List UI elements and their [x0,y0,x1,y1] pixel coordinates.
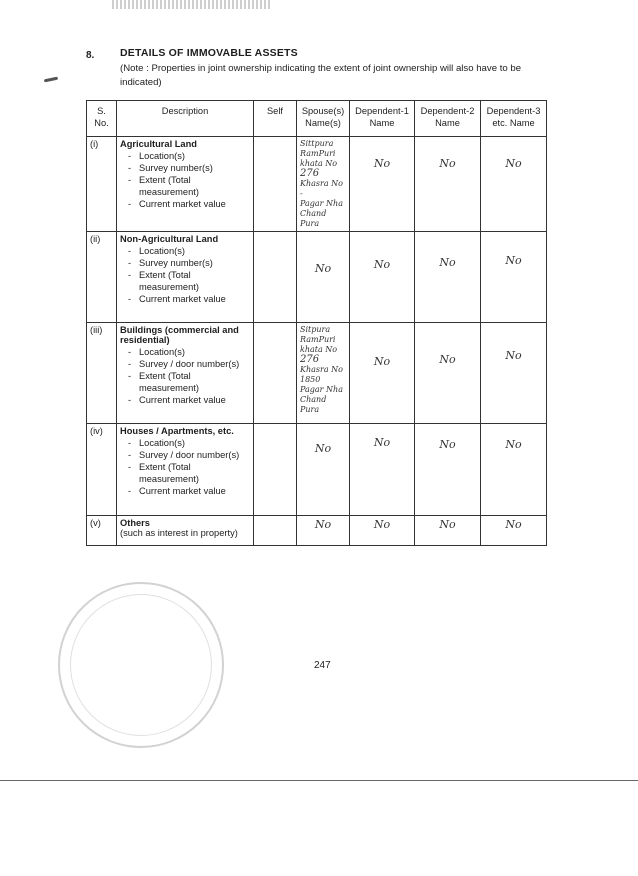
answer-value: No [505,517,522,531]
dependent-3-cell [481,232,547,323]
table-row [87,232,547,323]
section-title: DETAILS OF IMMOVABLE ASSETS [120,47,298,59]
header-description: Description [117,101,254,137]
spouse-cell [297,232,350,323]
handwritten-line: Pagar Nha Chand Pura [300,199,343,228]
scan-mark [44,77,58,83]
header-dependent-3: Dependent-3 etc. Name [481,101,547,137]
faded-seal-stamp [58,582,224,748]
answer-value: No [505,157,522,170]
spouse-cell [297,323,350,423]
dependent-1-cell [350,137,415,232]
self-cell [254,515,297,545]
list-item: - Extent (Total measurement) [128,269,250,293]
section-number: 8. [86,50,95,61]
list-item: - Survey / door number(s) [128,358,250,370]
row-title: Agricultural Land [120,139,197,149]
row-description [117,515,254,545]
list-item: - Location(s) [128,346,250,358]
handwritten-line: Sittpura RamPuri [300,139,336,158]
self-cell [254,232,297,323]
answer-value: No [314,517,332,531]
dependent-1-cell [350,515,415,545]
table-row [87,323,547,423]
page-edge-line [0,780,638,781]
handwritten-line: 1850 [300,375,321,385]
dependent-2-cell [415,323,481,423]
row-description [117,323,254,423]
row-description [117,137,254,232]
dependent-1-cell [350,323,415,423]
row-subnote: (such as interest in property) [120,527,238,538]
dependent-2-cell [415,137,481,232]
list-item: - Extent (Total measurement) [128,174,250,198]
answer-value: No [373,355,391,369]
row-number: (i) [87,137,117,232]
list-item: - Location(s) [128,150,250,162]
row-title: Buildings (commercial and residential) [120,325,239,346]
list-item: - Survey / door number(s) [128,449,250,461]
immovable-assets-table [86,100,547,546]
handwritten-line: Pagar Nha Chand Pura [300,385,343,415]
answer-value: No [439,517,456,531]
dependent-3-cell [481,323,547,423]
list-item: - Current market value [128,394,250,406]
row-title: Others [120,517,150,528]
list-item: - Extent (Total measurement) [128,370,250,394]
handwritten-line: khata No [300,159,338,168]
self-cell [254,323,297,423]
row-number: (iii) [87,323,117,423]
dependent-2-cell [415,232,481,323]
list-item: - Current market value [128,198,250,210]
answer-value: No [505,349,522,363]
dependent-3-cell [481,137,547,232]
answer-value: No [373,517,391,531]
handwritten-line: Khasra No - [300,179,343,198]
list-item: - Location(s) [128,245,250,257]
answer-value: No [314,262,332,276]
list-item: - Location(s) [128,437,250,449]
row-title: Houses / Apartments, etc. [120,425,234,436]
header-dependent-1: Dependent-1 Name [350,101,415,137]
handwritten-line: Sitpura RamPuri [300,325,336,345]
scan-noise [112,0,272,9]
row-number: (ii) [87,232,117,323]
table-row [87,515,547,545]
header-dependent-2: Dependent-2 Name [415,101,481,137]
handwritten-line: Khasra No [300,365,343,375]
answer-value: No [373,435,391,449]
answer-value: No [505,254,522,268]
dependent-3-cell [481,515,547,545]
row-number: (iv) [87,423,117,515]
dependent-3-cell [481,423,547,515]
header-self: Self [254,101,297,137]
row-description [117,232,254,323]
header-spouse: Spouse(s) Name(s) [297,101,350,137]
page-number: 247 [314,660,331,671]
handwritten-line: 276 [300,354,320,366]
dependent-1-cell [350,232,415,323]
list-item: - Extent (Total measurement) [128,461,250,485]
row-description [117,423,254,515]
answer-value: No [505,437,522,451]
self-cell [254,137,297,232]
answer-value: No [314,441,332,455]
list-item: - Survey number(s) [128,257,250,269]
list-item: - Current market value [128,293,250,305]
dependent-2-cell [415,515,481,545]
row-number: (v) [87,515,117,545]
dependent-1-cell [350,423,415,515]
spouse-cell [297,515,350,545]
header-sno: S. No. [87,101,117,137]
answer-value: No [373,157,391,170]
handwritten-line: 276 [300,168,320,179]
dependent-2-cell [415,423,481,515]
answer-value: No [439,256,456,270]
answer-value: No [439,157,456,170]
row-title: Non-Agricultural Land [120,234,219,245]
list-item: - Current market value [128,485,250,497]
handwritten-line: khata No [300,345,338,355]
table-row [87,423,547,515]
list-item: - Survey number(s) [128,162,250,174]
self-cell [254,423,297,515]
table-row [87,137,547,232]
spouse-cell [297,423,350,515]
section-note: (Note : Properties in joint ownership indicating the extent of joint ownership will also have to be indicated) [120,63,522,88]
spouse-cell [297,137,350,232]
answer-value: No [439,353,456,367]
answer-value: No [439,437,456,451]
answer-value: No [373,258,391,272]
